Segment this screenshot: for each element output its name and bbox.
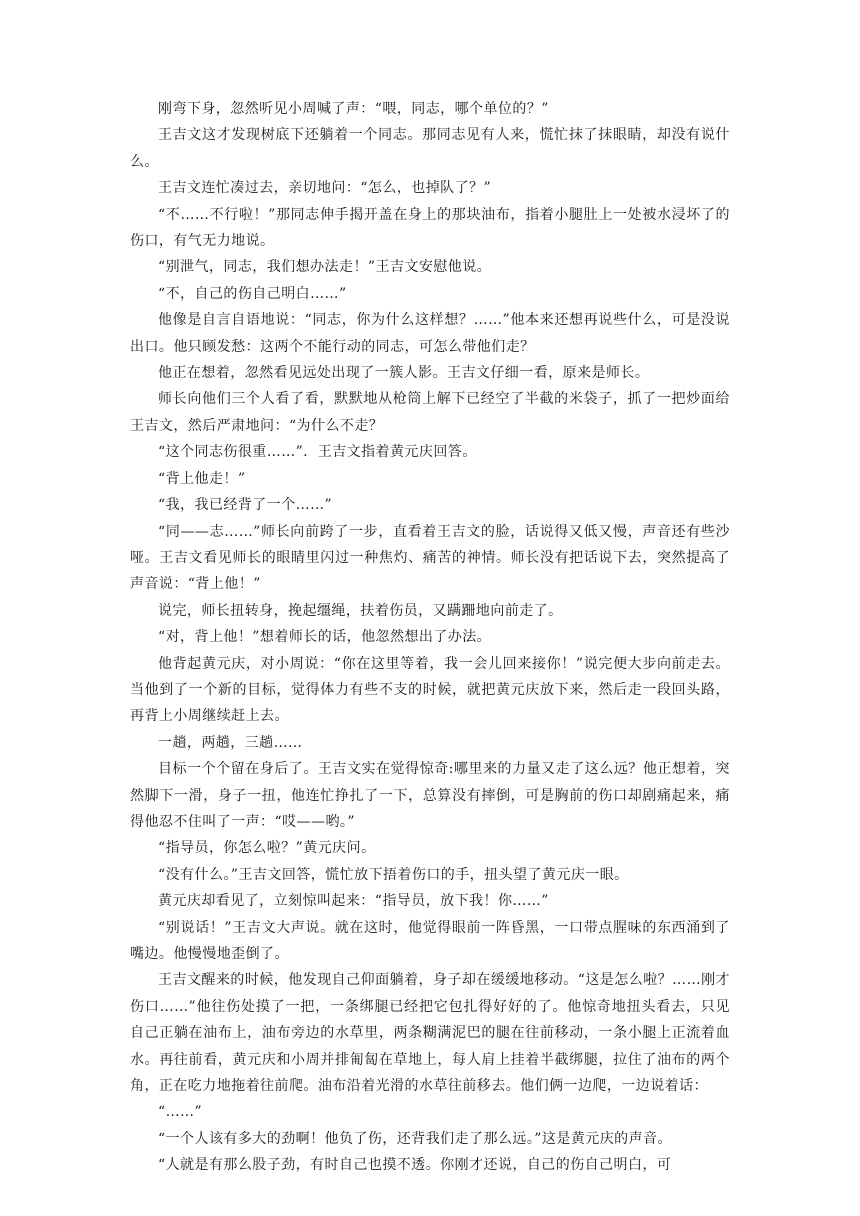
paragraph: “指导员，你怎么啦？”黄元庆问。	[158, 840, 376, 857]
paragraph: “别说话！”王吉文大声说。就在这时，他觉得眼前一阵昏黑，一口带点腥味的东西涌到了嘴边。他慢慢地歪倒了。	[130, 919, 730, 962]
document-page	[130, 96, 730, 1179]
paragraph: 说完，师长扭转身，挽起缰绳，扶着伤员，又蹒跚地向前走了。	[158, 602, 563, 619]
paragraph: 王吉文醒来的时候，他发现自己仰面躺着，身子却在缓缓地移动。“这是怎么啦？……刚才伤口……”他往伤处摸了一把，一条绑腿已经把它包扎得好好的了。他惊奇地扭头看去，只见自己正躺在油布上，油布旁边的水草里，两条糊满泥巴的腿在往前移动，一条小腿上正流着血水。再往前看，黄元庆和小周并排匍匐在草地上，每人肩上挂着半截绑腿，拉住了油布的两个角，正在吃力地拖着往前爬。油布沿着光滑的水草往前移去。他们俩一边爬，一边说着话：	[130, 972, 730, 1095]
paragraph: “对，背上他！”想着师长的话，他忽然想出了办法。	[158, 629, 492, 646]
paragraph: 师长向他们三个人看了看，默默地从枪筒上解下已经空了半截的米袋子，抓了一把炒面给王吉文，然后严肃地问：“为什么不走？	[130, 391, 730, 434]
paragraph: 一趟，两趟，三趟……	[158, 734, 303, 751]
paragraph: “这个同志伤很重……”．王吉文指着黄元庆回答。	[158, 444, 477, 461]
paragraph: “不……不行啦！”那同志伸手揭开盖在身上的那块油布，指着小腿肚上一处被水浸坏了的伤口，有气无力地说。	[130, 206, 730, 250]
paragraph: “我，我已经背了一个……”	[158, 497, 333, 514]
paragraph: “……”	[158, 1104, 203, 1121]
paragraph: 目标一个个留在身后了。王吉文实在觉得惊奇:哪里来的力量又走了这么远？他正想着，突然脚下一滑，身子一扭，他连忙挣扎了一下，总算没有摔倒，可是胸前的伤口却剧痛起来，痛得他忍不住叫了一声：“哎——哟。”	[130, 761, 730, 830]
paragraph: 他像是自言自语地说：“同志，你为什么这样想？……”他本来还想再说些什么，可是没说出口。他只顾发愁：这两个不能行动的同志，可怎么带他们走？	[130, 312, 730, 355]
paragraph: “别泄气，同志，我们想办法走！”王吉文安慰他说。	[158, 259, 492, 276]
paragraph: “一个人该有多大的劲啊！他负了伤，还背我们走了那么远。”这是黄元庆的声音。	[158, 1130, 672, 1147]
paragraph: “同——志……”师长向前跨了一步，直看着王吉文的脸，话说得又低又慢，声音还有些沙哑。王吉文看见师长的眼睛里闪过一种焦灼、痛苦的神情。师长没有把话说下去，突然提高了声音说：“背上他！”	[130, 523, 730, 593]
paragraph: 王吉文连忙凑过去，亲切地问：“怎么，也掉队了？”	[158, 180, 492, 197]
paragraph: “背上他走！”	[158, 470, 246, 487]
paragraph: 黄元庆却看见了，立刻惊叫起来：“指导员，放下我！你……”	[158, 893, 549, 910]
paragraph: 王吉文这才发现树底下还躺着一个同志。那同志见有人来，慌忙抹了抹眼睛，却没有说什么。	[130, 127, 730, 170]
paragraph: “人就是有那么股子劲，有时自己也摸不透。你刚才还说，自己的伤自己明白，可	[158, 1157, 672, 1174]
paragraph: 他背起黄元庆，对小周说：“你在这里等着，我一会儿回来接你！”说完便大步向前走去。当他到了一个新的目标，觉得体力有些不支的时候，就把黄元庆放下来，然后走一段回头路，再背上小周继续赶上去。	[130, 655, 730, 725]
paragraph: 刚弯下身，忽然听见小周喊了声：“喂，同志，哪个单位的？”	[158, 101, 549, 117]
paragraph: 他正在想着，忽然看见远处出现了一簇人影。王吉文仔细一看，原来是师长。	[158, 365, 650, 382]
paragraph: “没有什么。”王吉文回答，慌忙放下捂着伤口的手，扭头望了黄元庆一眼。	[158, 866, 629, 883]
paragraph: “不，自己的伤自己明白……”	[158, 285, 347, 302]
